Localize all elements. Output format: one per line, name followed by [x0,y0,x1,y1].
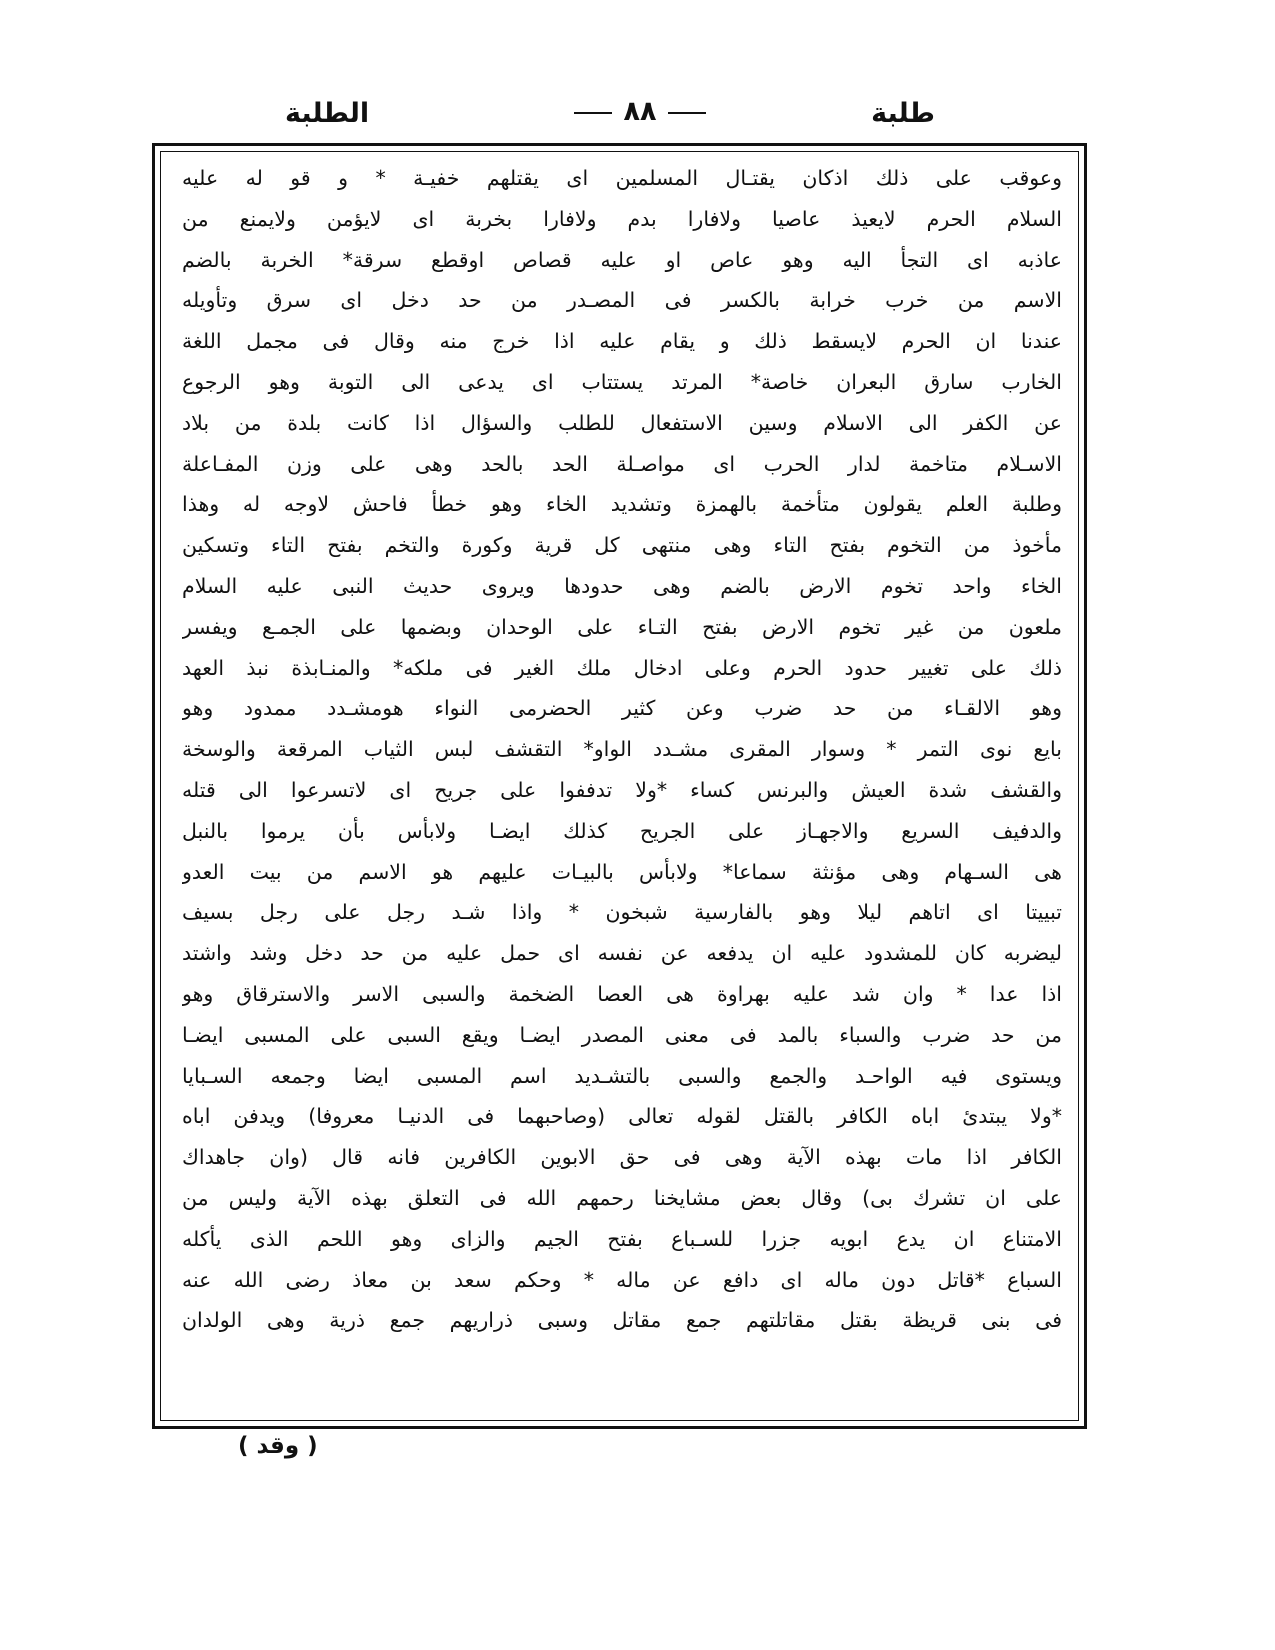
text-line: عاذبه اى التجأ اليه وهو عاص او عليه قصاص اوقطع سرقة* الخربة بالضم [182,247,1062,272]
text-line: الكافر اذا مات بهذه الآية وهى فى حق الابوين الكافرين فانه قال (وان جاهداك [182,1145,1062,1170]
catchword: ( وقد ) [238,1433,318,1459]
text-line: عندنا ان الحرم لايسقط ذلك و يقام عليه اذا خرج منه وقال فى مجمل اللغة [182,329,1062,354]
running-head-left: الطلبة [285,98,370,129]
text-line: مأخوذ من التخوم بفتح التاء وهى منتهى كل قرية وكورة والتخم بفتح التاء وتسكين [182,533,1062,558]
text-line: ذلك على تغيير حدود الحرم وعلى ادخال ملك الغير فى ملكه* والمنـابذة نبذ العهد [182,655,1062,680]
text-line: الخاء واحد تخوم الارض بالضم وهى حدودها ويروى حديث النبى عليه السلام [182,573,1062,598]
text-line: الامتناع ان يدع ابويه جزرا للسـباع بفتح الجيم والزاى وهو اللحم الذى يأكله [182,1226,1062,1251]
text-line: وهو الالقـاء من حد ضرب وعن كثير الحضرمى النواء هومشـدد ممدود وهو [182,696,1062,721]
text-line: فى بنى قريظة بقتل مقاتلتهم جمع مقاتل وسبى ذراريهم جمع ذرية وهى الولدان [182,1308,1062,1333]
text-line: وعوقب على ذلك اذكان يقتـال المسلمين اى يقتلهم خفيـة * و قو له عليه [182,166,1062,190]
page-number-value: ٨٨ [623,96,657,127]
text-line: اذا عدا * وان شد عليه بهراوة هى العصا الضخمة والسبى الاسر والاسترقاق وهو [182,981,1062,1006]
text-line: السلام الحرم لايعيذ عاصيا ولافارا بدم ولافارا بخربة اى لايؤمن ولايمنع من [182,206,1062,231]
page-number-dash-left [574,112,612,114]
text-line: والدفيف السريع والاجهـاز على الجريح كذلك ايضـا ولابأس بأن يرموا بالنبل [182,818,1062,843]
text-line: وطلبة العلم يقولون متأخمة بالهمزة وتشديد الخاء وهو خطأ فاحش لاوجه له وهذا [182,492,1062,517]
text-line: السباع *قاتل دون ماله اى دافع عن ماله * وحكم سعد بن معاذ رضى الله عنه [182,1267,1062,1292]
text-line: والقشف شدة العيش والبرنس كساء *ولا تدففوا على جريح اى لاتسرعوا الى قتله [182,777,1062,802]
text-line: ملعون من غير تخوم الارض بفتح التـاء على الوحدان وبضمها على الجمـع ويفسر [182,614,1062,639]
text-line: *ولا يبتدئ اباه الكافر بالقتل لقوله تعالى (وصاحبهما فى الدنيـا معروفا) ويدفن اباه [182,1104,1062,1129]
text-line: من حد ضرب والسباء بالمد فى معنى المصدر ايضـا ويقع السبى على المسبى ايضـا [182,1022,1062,1047]
text-line: عن الكفر الى الاسلام وسين الاستفعال للطلب والسؤال اذا كانت بلدة من بلاد [182,410,1062,435]
text-line: بايع نوى التمر * وسوار المقرى مشـدد الواو* التقشف لبس الثياب المرقعة والوسخة [182,737,1062,762]
text-line: ويستوى فيه الواحـد والجمع والسبى بالتشـديد اسم المسبى ايضا وجمعه السـبايا [182,1063,1062,1088]
text-line: الخارب سارق البعران خاصة* المرتد يستتاب اى يدعى الى التوبة وهو الرجوع [182,369,1062,394]
text-line: هى السـهام وهى مؤنثة سماعا* ولابأس بالبيـات عليهم هو الاسم من بيت العدو [182,859,1062,884]
text-line: ليضربه كان للمشدود عليه ان يدفعه عن نفسه اى حمل عليه من حد دخل وشد واشتد [182,941,1062,966]
page-number-dash-right [668,112,706,114]
text-line: تبييتا اى اتاهم ليلا وهو بالفارسية شبخون * واذا شـد رجل على رجل بسيف [182,900,1062,925]
text-line: على ان تشرك بى) وقال بعض مشايخنا رحمهم الله فى التعلق بهذه الآية وليس من [182,1185,1062,1210]
text-line: الاسم من خرب خرابة بالكسر فى المصـدر من حد دخل اى سرق وتأويله [182,288,1062,313]
text-line: الاسـلام متاخمة لدار الحرب اى مواصـلة الحد بالحد وهى على وزن المفـاعلة [182,451,1062,476]
running-head-right: طلبة [871,98,935,129]
main-text [182,158,1062,1341]
page-header [170,92,1110,142]
